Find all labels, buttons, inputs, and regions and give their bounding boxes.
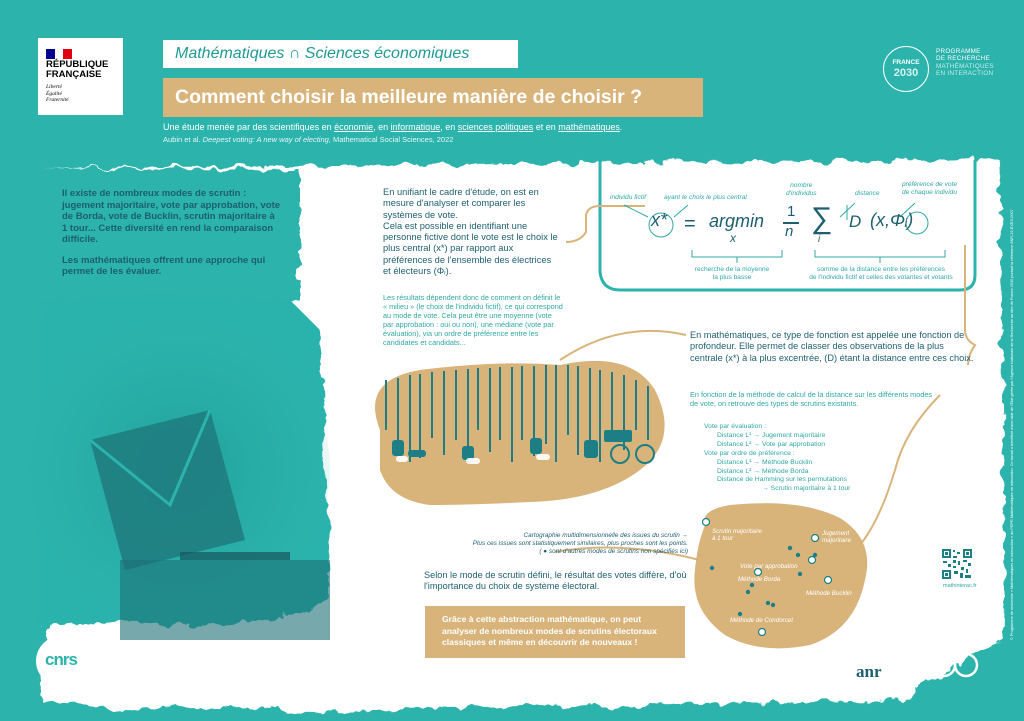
order-item: Distance L² → Méthode Borda: [717, 467, 809, 475]
intro-sep: .: [619, 122, 623, 132]
formula-args: (x,Φᵢ): [870, 210, 914, 230]
carto-line: Cartographie multidimensionnelle des issues du scrutin →: [523, 532, 688, 539]
order-item: → Scrutin majoritaire à 1 tour: [762, 485, 851, 493]
grace-box: [425, 606, 685, 658]
cnrs-text: cnrs: [45, 650, 77, 669]
types-list: [704, 423, 850, 494]
formula-xstar: x*: [651, 210, 668, 230]
formula-argmin: argmin: [709, 211, 765, 231]
france-2030-logo: [883, 46, 929, 92]
citation: [163, 135, 453, 144]
label-choix-central: ayant le choix le plus central: [664, 194, 747, 201]
formula-frac-num: 1: [787, 203, 796, 220]
citation-journal: , Mathematical Social Sciences, 2022: [328, 135, 454, 144]
formula-argmin-sub: x: [730, 231, 736, 245]
credits-text: © Programme de recherche « Mathématiques en interaction » du PEPR Mathématiques en interaction. Ce travail a bénéficié d'une aide de l'État gérée par l'Agence Nationale de la Recherche au titre de France 2030 portant la référence ANR-22-EXES-0007: [1010, 209, 1014, 640]
label-individu-fictif: individu fictif: [610, 194, 646, 201]
page-title: Comment choisir la meilleure manière de choisir ?: [175, 86, 643, 108]
depth-function-text: En mathématiques, ce type de fonction est appelée une fonction de profondeur. Elle permet de classer des observations de la plus centrale (x*) à la plus excentrée, (D) étant la distance entre ces choix.: [690, 330, 974, 363]
credits-vertical: [1010, 160, 1016, 640]
qr-url[interactable]: mathinterac.fr: [943, 583, 977, 589]
citation-title: Deepest voting: A new way of electing: [202, 135, 329, 144]
eval-item: Distance L¹ → Jugement majoritaire: [717, 431, 826, 439]
center-intro: [383, 187, 558, 277]
formula-sum-sub: i: [818, 234, 821, 245]
intro-text: Une étude menée par des scientifiques en: [163, 122, 335, 132]
selon-text: Selon le mode de scrutin défini, le résultat des votes diffère, d'où l'importance du choix de système électoral.: [424, 570, 687, 592]
qr-code-icon[interactable]: [941, 548, 973, 580]
carto-line: ( ● sont d'autres modes de scrutins non spécifiés ici): [539, 548, 688, 556]
order-item: Distance de Hamming sur les permutations: [717, 476, 847, 484]
order-item: Distance L¹ → Méthode Bucklin: [717, 458, 813, 466]
eval-title: Vote par évaluation :: [704, 423, 766, 430]
link-economie[interactable]: économie: [334, 122, 374, 132]
marianne-flag-icon: [46, 46, 72, 56]
intro-line: [163, 122, 622, 132]
link-sciences-politiques[interactable]: sciences politiques: [457, 122, 534, 132]
formula-sum: ∑: [811, 202, 833, 235]
formula-D: D: [849, 212, 862, 231]
center-intro-para1: En unifiant le cadre d'étude, on est en mesure d'analyser et comparer les systèmes de vote.: [383, 187, 539, 220]
ballot-box-icon: [120, 552, 330, 640]
label-nombre-individus: nombre d'individus: [786, 182, 817, 197]
map-label-bucklin: Méthode Bucklin: [806, 590, 852, 597]
subtitle: Mathématiques ∩ Sciences économiques: [175, 45, 470, 62]
link-informatique[interactable]: informatique: [390, 122, 441, 132]
intro-sep: et en: [533, 122, 559, 132]
programme-line: DE RECHERCHE: [936, 55, 990, 63]
carto-line: Plus ces issues sont statistiquement similaires, plus proches sont les points.: [472, 540, 688, 548]
cartography-caption: [426, 532, 688, 557]
citation-authors: Aubin et al.: [163, 135, 203, 144]
left-intro-para2: Les mathématiques offrent une approche qui permet de les évaluer.: [62, 254, 266, 277]
france-label: FRANCE: [892, 59, 920, 66]
title-box: [163, 78, 703, 117]
center-small-text: Les résultats dépendent donc de comment on définit le « milieu » (le choix de l'individu fictif), ce qui correspond au mode de vote. Cela peut être une moyenne (vote par approbation : oui ou non), une médiane (vote par évaluation), via un ordre de préférence entre les candidates et candidats...: [383, 293, 563, 348]
grace-text: Grâce à cette abstraction mathématique, on peut analyser de nombreux modes de scrutins électoraux classiques et même en découvrir de nouveaux !: [442, 614, 657, 647]
rf-motto: Liberté Égalité Fraternité: [46, 84, 69, 103]
intro-sep: , en: [440, 122, 458, 132]
programme-line: MATHÉMATIQUES: [936, 62, 994, 70]
intro-sep: , en: [373, 122, 391, 132]
map-label-jugement: Jugement majoritaire: [822, 530, 851, 545]
rf-title: RÉPUBLIQUE FRANÇAISE: [46, 59, 109, 80]
label-distance: distance: [855, 190, 880, 197]
france-year: 2030: [893, 67, 919, 79]
eval-item: Distance L² → Vote par approbation: [717, 440, 826, 448]
center-intro-para2: Cela est possible en identifiant une personne fictive dont le vote est le choix le plus central (x*) par rapport aux préférences de l'ensemble des électrices et électeurs (Φᵢ).: [383, 220, 558, 277]
label-preference: préférence de vote de chaque individu: [902, 181, 957, 196]
programme-label: [936, 48, 994, 77]
cnrs-logo: [36, 636, 86, 686]
order-title: Vote par ordre de préférence :: [704, 449, 795, 457]
formula-frac-den: n: [785, 223, 794, 240]
formula-under-2: somme de la distance entre les préférences de l'individu fictif et celles des votantes et votants: [809, 266, 953, 281]
formula-equals: =: [684, 213, 696, 235]
map-label-borda: Méthode Borda: [738, 576, 781, 583]
left-intro-para1: Il existe de nombreux modes de scrutin : jugement majoritaire, vote par approbation, vote de Borda, vote de Bucklin, scrutin majoritaire à 1 tour... Cette diversité en rend la comparaison difficile.: [62, 188, 281, 245]
left-intro: [62, 188, 280, 278]
programme-line: PROGRAMME: [936, 48, 981, 55]
republique-francaise-logo: [38, 38, 123, 115]
map-label-scrutin: Scrutin majoritaire à 1 tour: [712, 528, 762, 543]
link-mathematiques[interactable]: mathématiques: [558, 122, 620, 132]
anr-logo: anr: [856, 662, 882, 681]
programme-line: EN INTERACTION: [936, 69, 994, 77]
types-intro: En fonction de la méthode de calcul de la distance sur les différents modes de vote, on retrouve des types de scrutins existants.: [690, 390, 933, 409]
math-interaction-logo: [930, 632, 980, 684]
subtitle-box: [163, 40, 518, 68]
formula-under-1: recherche de la moyenne la plus basse: [694, 266, 770, 281]
map-label-condorcet: Méthode de Condorcet: [730, 617, 793, 624]
map-label-approbation: Vote par approbation: [740, 563, 798, 570]
